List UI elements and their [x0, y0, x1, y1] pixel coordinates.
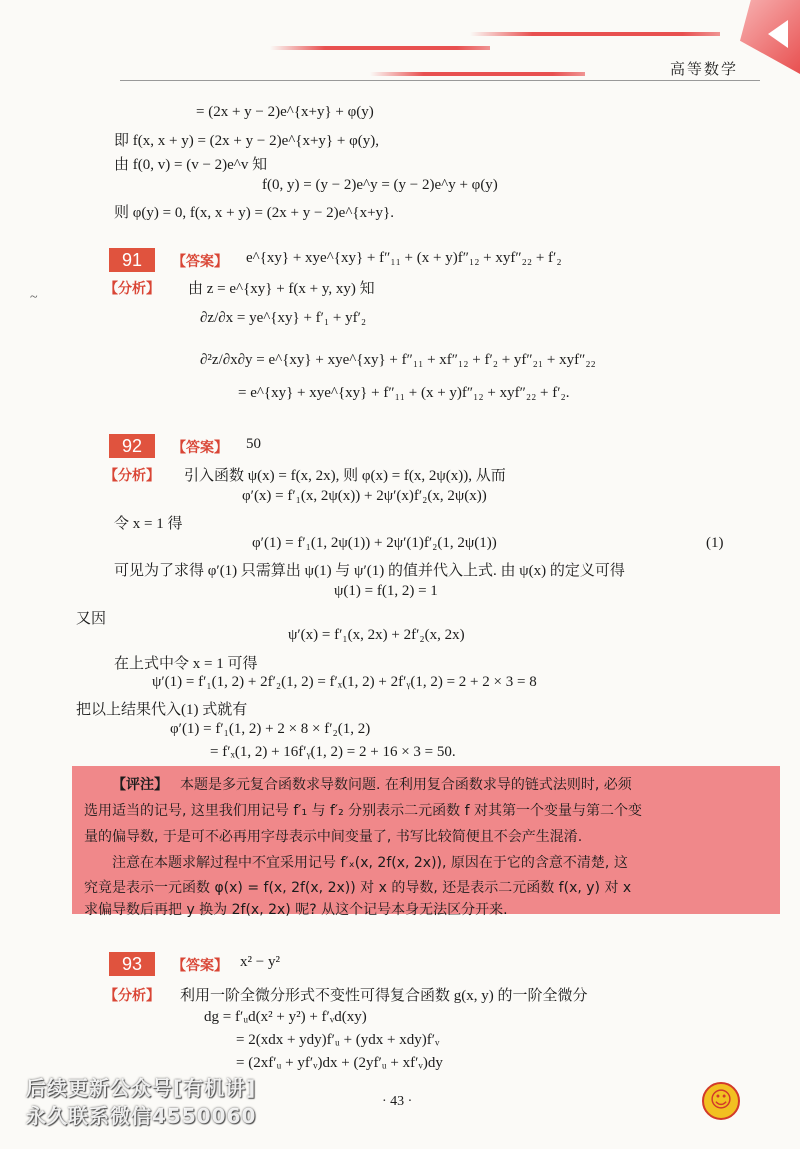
- q93-line-4: = (2xf′ᵤ + yf′ᵥ)dx + (2yf′ᵤ + xf′ᵥ)dy: [236, 1055, 443, 1071]
- top-line-2: 即 f(x, x + y) = (2x + y − 2)e^{x+y} + φ(y),: [114, 133, 379, 149]
- analysis-tag-91: 【分析】: [104, 281, 160, 297]
- question-number-92: 92: [109, 434, 155, 458]
- smiley-face-icon: ☺: [702, 1082, 740, 1120]
- header-rule: [120, 80, 760, 81]
- q92-line-8: ψ′(x) = f′₁(x, 2x) + 2f′₂(x, 2x): [288, 627, 465, 643]
- watermark-line-1: 后续更新公众号[有机讲]: [26, 1076, 257, 1100]
- comment-line-5: 究竟是表示一元函数 φ(x) = f(x, 2f(x, 2x)) 对 x 的导数, 还是表示二元函数 f(x, y) 对 x: [84, 880, 632, 896]
- q92-line-4: φ′(1) = f′₁(1, 2ψ(1)) + 2ψ′(1)f′₂(1, 2ψ(1)): [252, 535, 497, 551]
- header-deco-line-1: [470, 32, 720, 36]
- answer-tag-93: 【答案】: [172, 958, 228, 974]
- analysis-tag-93: 【分析】: [104, 988, 160, 1004]
- comment-line-1: 本题是多元复合函数求导数问题. 在利用复合函数求导的链式法则时, 必须: [180, 777, 632, 793]
- q92-line-11: 把以上结果代入(1) 式就有: [76, 702, 248, 718]
- comment-line-6: 求偏导数后再把 y 换为 2f(x, 2x) 呢? 从这个记号本身无法区分开来.: [84, 902, 508, 918]
- q91-line-4: = e^{xy} + xye^{xy} + f″₁₁ + (x + y)f″₁₂ + xyf″₂₂ + f′₂.: [238, 385, 570, 401]
- q91-line-2: ∂z/∂x = ye^{xy} + f′₁ + yf′₂: [200, 310, 367, 326]
- answer-tag-91: 【答案】: [172, 254, 228, 270]
- stray-mark: ~: [30, 290, 38, 305]
- q93-line-3: = 2(xdx + ydy)f′ᵤ + (ydx + xdy)f′ᵥ: [236, 1032, 440, 1048]
- q92-line-1: 引入函数 ψ(x) = f(x, 2x), 则 φ(x) = f(x, 2ψ(x)), 从而: [184, 468, 506, 484]
- analysis-tag-92: 【分析】: [104, 468, 160, 484]
- answer-93: x² − y²: [240, 954, 280, 970]
- comment-line-2: 选用适当的记号, 这里我们用记号 f′₁ 与 f′₂ 分别表示二元函数 f 对其第一个变量与第二个变: [84, 803, 642, 819]
- page-number: · 43 ·: [382, 1094, 413, 1109]
- q92-line-7: 又因: [76, 611, 107, 627]
- equation-tag-1: (1): [706, 535, 724, 551]
- comment-tag: 【评注】: [112, 777, 168, 793]
- header-title: 高等数学: [669, 60, 738, 78]
- top-line-1: = (2x + y − 2)e^{x+y} + φ(y): [196, 104, 374, 120]
- q93-line-1: 利用一阶全微分形式不变性可得复合函数 g(x, y) 的一阶全微分: [180, 988, 588, 1004]
- top-line-4: f(0, y) = (y − 2)e^y = (y − 2)e^y + φ(y): [262, 177, 498, 193]
- header-deco-line-2: [270, 46, 490, 50]
- q92-line-10: ψ′(1) = f′₁(1, 2) + 2f′₂(1, 2) = f′ₓ(1, 2) + 2f′ᵧ(1, 2) = 2 + 2 × 3 = 8: [152, 674, 537, 690]
- q92-line-12: φ′(1) = f′₁(1, 2) + 2 × 8 × f′₂(1, 2): [170, 721, 371, 737]
- q93-line-2: dg = f′ᵤd(x² + y²) + f′ᵥd(xy): [204, 1009, 367, 1025]
- corner-arrow-icon: [768, 20, 788, 48]
- q91-line-1: 由 z = e^{xy} + f(x + y, xy) 知: [188, 281, 375, 297]
- comment-line-4: 注意在本题求解过程中不宜采用记号 f′ₓ(x, 2f(x, 2x)), 原因在于它的含意不清楚, 这: [112, 855, 628, 871]
- q92-line-3: 令 x = 1 得: [114, 516, 183, 532]
- question-number-93: 93: [109, 952, 155, 976]
- q92-line-5: 可见为了求得 φ′(1) 只需算出 ψ(1) 与 ψ′(1) 的值并代入上式. 由 ψ(x) 的定义可得: [114, 563, 625, 579]
- header-deco-line-3: [370, 72, 585, 76]
- answer-91: e^{xy} + xye^{xy} + f″₁₁ + (x + y)f″₁₂ + xyf″₂₂ + f′₂: [246, 250, 562, 266]
- q92-line-6: ψ(1) = f(1, 2) = 1: [334, 583, 438, 599]
- answer-92: 50: [246, 436, 261, 452]
- top-line-5: 则 φ(y) = 0, f(x, x + y) = (2x + y − 2)e^{x+y}.: [114, 205, 394, 221]
- q91-line-3: ∂²z/∂x∂y = e^{xy} + xye^{xy} + f″₁₁ + xf″₁₂ + f′₂ + yf″₂₁ + xyf″₂₂: [200, 352, 596, 368]
- q92-line-13: = f′ₓ(1, 2) + 16f′ᵧ(1, 2) = 2 + 16 × 3 = 50.: [210, 744, 456, 760]
- q92-line-2: φ′(x) = f′₁(x, 2ψ(x)) + 2ψ′(x)f′₂(x, 2ψ(x)): [242, 488, 487, 504]
- q92-line-9: 在上式中令 x = 1 可得: [114, 656, 258, 672]
- watermark-line-2: 永久联系微信4550060: [26, 1104, 257, 1128]
- comment-line-3: 量的偏导数, 于是可不必再用字母表示中间变量了, 书写比较简便且不会产生混淆.: [84, 829, 583, 845]
- question-number-91: 91: [109, 248, 155, 272]
- answer-tag-92: 【答案】: [172, 440, 228, 456]
- top-line-3: 由 f(0, v) = (v − 2)e^v 知: [114, 157, 268, 173]
